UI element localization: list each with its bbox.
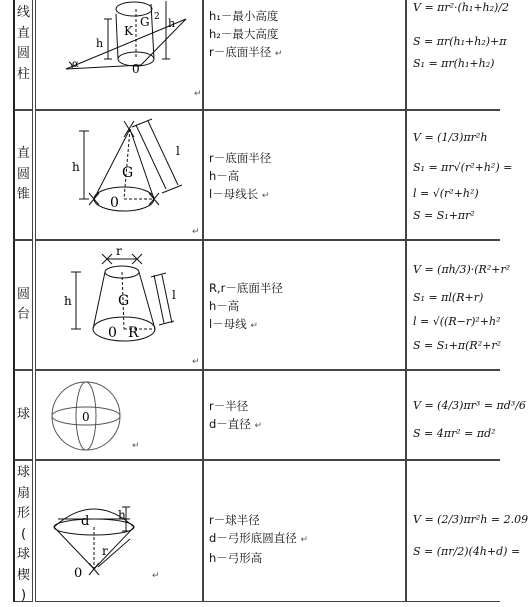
sphere-figure: [36, 371, 204, 461]
label-subscript: 2: [154, 12, 160, 22]
formula-surface: S = S₁+πr²: [413, 209, 475, 222]
formula-lateral: S₁ = πl(R+r): [413, 291, 484, 304]
label-center: 0: [74, 566, 83, 581]
formula-volume: V = (2/3)πr²h = 2.09: [413, 513, 528, 526]
label-center: 0: [108, 325, 117, 341]
label-center: 0: [132, 62, 140, 76]
label-h1: h: [96, 37, 104, 50]
shape-name-cell: [13, 460, 33, 602]
formula-cell: [406, 460, 528, 602]
return-mark: ↵: [254, 421, 263, 431]
return-mark: ↵: [300, 535, 309, 545]
label-l: l: [172, 288, 176, 302]
label-d: d: [81, 514, 90, 529]
desc-line: h－弓形高: [209, 551, 263, 565]
label-k: K: [124, 24, 133, 38]
formula-cell: [406, 110, 513, 240]
formula-volume: V = (4/3)πr³ = πd³/6: [413, 399, 526, 412]
shape-name-char: 直: [16, 146, 30, 162]
shape-name-cell: [13, 370, 33, 460]
desc-line: R,r－底面半径: [209, 281, 283, 295]
description-cell: [203, 240, 406, 370]
return-mark: ↵: [261, 191, 270, 201]
desc-line: r－半径: [209, 399, 249, 413]
formula-surface: S = 4πr² = πd²: [413, 427, 496, 440]
label-center: 0: [110, 195, 119, 211]
table-row: [0, 370, 526, 460]
shape-name-char: 线: [16, 5, 30, 20]
shape-name-cell: [13, 0, 33, 110]
return-mark: ↵: [132, 441, 140, 451]
desc-line: d－直径: [209, 417, 251, 431]
return-mark: ↵: [152, 571, 160, 581]
desc-line: l－母线长: [209, 187, 259, 201]
figure-cell: [35, 460, 203, 602]
shape-name-char: 形: [16, 506, 30, 521]
description-cell: [203, 110, 406, 240]
table-row: [0, 240, 511, 370]
shape-name-char: 圆: [16, 46, 30, 61]
shape-name-char: 直: [16, 25, 30, 41]
label-h: h: [72, 160, 80, 174]
return-mark: ↵: [192, 227, 200, 237]
desc-line: h₂－最大高度: [209, 27, 279, 41]
figure-cell: [35, 370, 203, 460]
table-row: [0, 110, 513, 240]
formula-slant: l = √((R−r)²+h²: [413, 315, 501, 328]
label-g: G: [122, 165, 134, 181]
desc-line: d－弓形底圆直径: [209, 531, 297, 545]
shape-name-char: 柱: [16, 66, 30, 82]
formula-slant: l = √(r²+h²): [413, 187, 479, 200]
desc-line: r－底面半径: [209, 45, 272, 59]
shape-name-char: 锥: [16, 187, 30, 203]
shape-name-char: 扇: [16, 485, 30, 501]
formula-surface: S = S₁+π(R²+r²: [413, 339, 502, 352]
table-row: [0, 460, 528, 603]
return-mark: ↵: [194, 89, 202, 99]
shape-name-char: (: [20, 526, 27, 542]
shape-name-char: 球: [16, 547, 30, 562]
formula-volume: V = πr²·(h₁+h₂)/2: [413, 1, 510, 14]
formula-volume: V = (πh/3)·(R²+r²: [413, 263, 511, 276]
desc-line: r－底面半径: [209, 151, 272, 165]
desc-line: h－高: [209, 169, 240, 183]
shape-name-cell: [13, 240, 33, 370]
description-cell: [203, 460, 406, 602]
return-mark: ↵: [192, 357, 200, 367]
label-alpha: α: [72, 59, 79, 70]
frustum-figure: [36, 241, 204, 371]
cone-figure: [36, 111, 204, 241]
return-mark: ↵: [274, 49, 283, 59]
formula-surface: S = πr(h₁+h₂)+π: [413, 35, 507, 48]
label-g: G: [118, 293, 130, 309]
label-h: h: [118, 508, 126, 522]
shape-name-char: ): [20, 588, 27, 603]
label-r: r: [102, 544, 108, 558]
figure-cell: [35, 0, 203, 110]
shape-name-char: 台: [16, 307, 30, 322]
return-mark: ↵: [250, 321, 258, 331]
spherical-sector-figure: [36, 461, 204, 603]
label-h: h: [64, 294, 72, 308]
table-row: [0, 0, 510, 110]
formula-lateral: S₁ = πr√(r²+h²) =: [413, 161, 513, 174]
label-r: r: [116, 244, 122, 258]
label-h2: h: [168, 17, 176, 30]
label-g: G: [140, 15, 150, 29]
label-big-r: R: [128, 325, 139, 341]
formula-cell: [406, 240, 511, 370]
shape-name-char: 圆: [16, 166, 30, 182]
label-center: 0: [82, 410, 90, 424]
formula-surface: S = (πr/2)(4h+d) =: [413, 545, 521, 558]
figure-cell: [35, 110, 203, 240]
shape-name-char: 球: [16, 465, 30, 480]
desc-line: r－球半径: [209, 513, 260, 527]
shape-name-cell: [13, 110, 33, 240]
formula-lateral: S₁ = πr(h₁+h₂): [413, 57, 495, 70]
figure-cell: [35, 240, 203, 370]
shape-name-char: 球: [16, 406, 30, 422]
description-cell: [203, 0, 406, 110]
formula-cell: [406, 370, 526, 460]
formula-cell: [406, 0, 510, 110]
desc-line: h－高: [209, 299, 240, 313]
label-l: l: [176, 144, 180, 158]
shape-name-char: 楔: [16, 567, 30, 583]
description-cell: [203, 370, 406, 460]
desc-line: h₁－最小高度: [209, 9, 279, 23]
oblique-cylinder-figure: [36, 0, 204, 111]
shape-name-char: 圆: [16, 286, 30, 302]
formula-volume: V = (1/3)πr²h: [413, 131, 488, 144]
desc-line: l－母线: [209, 317, 247, 331]
